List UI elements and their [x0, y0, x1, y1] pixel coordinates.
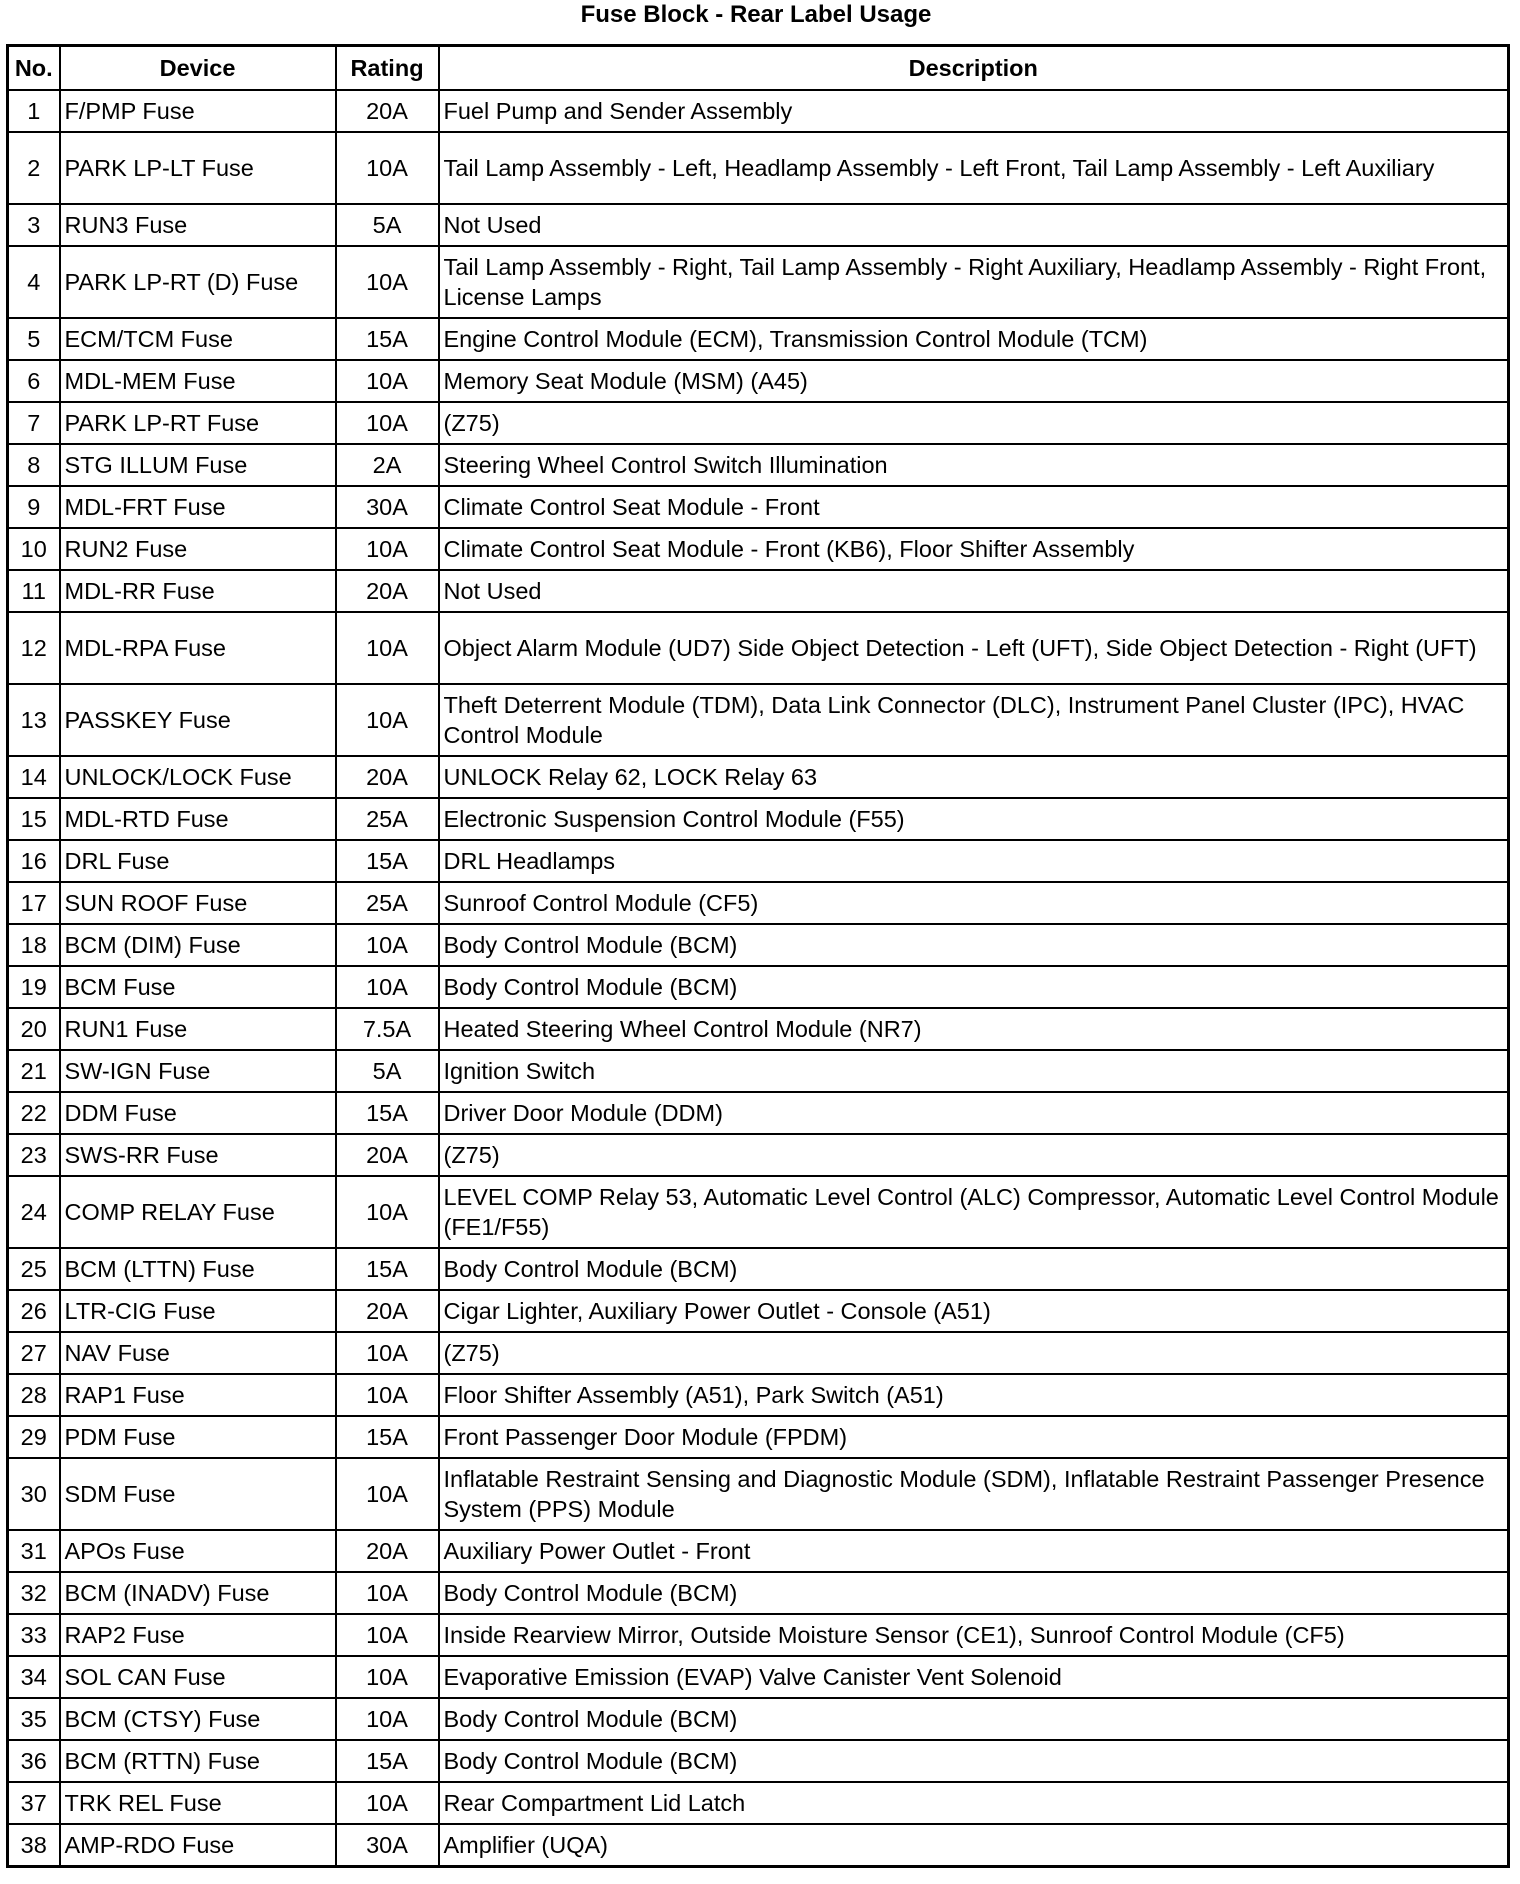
fuse-number: 21	[8, 1050, 60, 1092]
fuse-description: (Z75)	[439, 1134, 1509, 1176]
fuse-device: NAV Fuse	[60, 1332, 336, 1374]
fuse-device: RUN1 Fuse	[60, 1008, 336, 1050]
fuse-rating: 5A	[336, 204, 439, 246]
fuse-rating: 10A	[336, 1656, 439, 1698]
table-row	[8, 318, 1509, 360]
fuse-device: COMP RELAY Fuse	[60, 1176, 336, 1248]
fuse-rating: 20A	[336, 1530, 439, 1572]
fuse-number: 25	[8, 1248, 60, 1290]
fuse-device: BCM (LTTN) Fuse	[60, 1248, 336, 1290]
fuse-device: F/PMP Fuse	[60, 90, 336, 132]
fuse-rating: 10A	[336, 360, 439, 402]
fuse-device: SUN ROOF Fuse	[60, 882, 336, 924]
fuse-description: Rear Compartment Lid Latch	[439, 1782, 1509, 1824]
fuse-description: Inside Rearview Mirror, Outside Moisture Sensor (CE1), Sunroof Control Module (CF5)	[439, 1614, 1509, 1656]
fuse-number: 34	[8, 1656, 60, 1698]
fuse-description: Evaporative Emission (EVAP) Valve Canister Vent Solenoid	[439, 1656, 1509, 1698]
fuse-device: MDL-RPA Fuse	[60, 612, 336, 684]
fuse-description: Body Control Module (BCM)	[439, 966, 1509, 1008]
fuse-rating: 15A	[336, 840, 439, 882]
table-row	[8, 840, 1509, 882]
fuse-rating: 10A	[336, 132, 439, 204]
fuse-number: 28	[8, 1374, 60, 1416]
fuse-rating: 10A	[336, 1176, 439, 1248]
fuse-device: BCM (RTTN) Fuse	[60, 1740, 336, 1782]
fuse-description: Amplifier (UQA)	[439, 1824, 1509, 1867]
fuse-number: 35	[8, 1698, 60, 1740]
fuse-number: 7	[8, 402, 60, 444]
table-row	[8, 204, 1509, 246]
table-row	[8, 1824, 1509, 1867]
fuse-description: Inflatable Restraint Sensing and Diagnostic Module (SDM), Inflatable Restraint Passenger Presence System (PPS) Module	[439, 1458, 1509, 1530]
fuse-number: 17	[8, 882, 60, 924]
table-row	[8, 966, 1509, 1008]
fuse-device: BCM Fuse	[60, 966, 336, 1008]
fuse-description: Body Control Module (BCM)	[439, 1572, 1509, 1614]
column-header-rating: Rating	[336, 46, 439, 91]
table-row	[8, 1656, 1509, 1698]
fuse-description: Sunroof Control Module (CF5)	[439, 882, 1509, 924]
fuse-rating: 15A	[336, 1248, 439, 1290]
fuse-number: 12	[8, 612, 60, 684]
page-title: Fuse Block - Rear Label Usage	[580, 1, 932, 28]
column-header-device: Device	[60, 46, 336, 91]
fuse-number: 6	[8, 360, 60, 402]
fuse-number: 27	[8, 1332, 60, 1374]
fuse-number: 23	[8, 1134, 60, 1176]
fuse-description: Electronic Suspension Control Module (F55)	[439, 798, 1509, 840]
fuse-rating: 30A	[336, 486, 439, 528]
fuse-rating: 10A	[336, 1614, 439, 1656]
fuse-rating: 10A	[336, 1458, 439, 1530]
fuse-rating: 10A	[336, 1374, 439, 1416]
fuse-description: Body Control Module (BCM)	[439, 924, 1509, 966]
fuse-description: (Z75)	[439, 402, 1509, 444]
fuse-description: Floor Shifter Assembly (A51), Park Switch (A51)	[439, 1374, 1509, 1416]
fuse-device: PARK LP-RT (D) Fuse	[60, 246, 336, 318]
table-row	[8, 528, 1509, 570]
fuse-device: RUN2 Fuse	[60, 528, 336, 570]
table-row	[8, 1332, 1509, 1374]
fuse-description: Driver Door Module (DDM)	[439, 1092, 1509, 1134]
fuse-number: 38	[8, 1824, 60, 1867]
table-row	[8, 402, 1509, 444]
table-row	[8, 1092, 1509, 1134]
fuse-number: 3	[8, 204, 60, 246]
table-row	[8, 1176, 1509, 1248]
fuse-device: SDM Fuse	[60, 1458, 336, 1530]
fuse-description: Front Passenger Door Module (FPDM)	[439, 1416, 1509, 1458]
table-row	[8, 1782, 1509, 1824]
fuse-number: 20	[8, 1008, 60, 1050]
table-row	[8, 1416, 1509, 1458]
fuse-device: MDL-RR Fuse	[60, 570, 336, 612]
table-row	[8, 1290, 1509, 1332]
fuse-rating: 10A	[336, 1698, 439, 1740]
table-row	[8, 1572, 1509, 1614]
table-row	[8, 756, 1509, 798]
fuse-number: 16	[8, 840, 60, 882]
fuse-rating: 15A	[336, 1092, 439, 1134]
fuse-device: BCM (CTSY) Fuse	[60, 1698, 336, 1740]
column-header-description: Description	[439, 46, 1509, 91]
fuse-rating: 15A	[336, 1416, 439, 1458]
fuse-device: LTR-CIG Fuse	[60, 1290, 336, 1332]
fuse-number: 24	[8, 1176, 60, 1248]
table-row	[8, 1050, 1509, 1092]
fuse-rating: 10A	[336, 528, 439, 570]
fuse-device: RAP1 Fuse	[60, 1374, 336, 1416]
fuse-device: SWS-RR Fuse	[60, 1134, 336, 1176]
table-row	[8, 1740, 1509, 1782]
fuse-description: Body Control Module (BCM)	[439, 1698, 1509, 1740]
table-row	[8, 486, 1509, 528]
fuse-rating: 10A	[336, 246, 439, 318]
fuse-device: UNLOCK/LOCK Fuse	[60, 756, 336, 798]
fuse-device: RAP2 Fuse	[60, 1614, 336, 1656]
fuse-number: 8	[8, 444, 60, 486]
fuse-device: TRK REL Fuse	[60, 1782, 336, 1824]
fuse-number: 31	[8, 1530, 60, 1572]
fuse-number: 29	[8, 1416, 60, 1458]
fuse-description: DRL Headlamps	[439, 840, 1509, 882]
table-row	[8, 1374, 1509, 1416]
fuse-number: 14	[8, 756, 60, 798]
fuse-number: 2	[8, 132, 60, 204]
table-row	[8, 1458, 1509, 1530]
fuse-number: 18	[8, 924, 60, 966]
fuse-device: PASSKEY Fuse	[60, 684, 336, 756]
fuse-rating: 20A	[336, 756, 439, 798]
fuse-description: Object Alarm Module (UD7) Side Object Detection - Left (UFT), Side Object Detection - Right (UFT)	[439, 612, 1509, 684]
fuse-device: STG ILLUM Fuse	[60, 444, 336, 486]
fuse-description: Tail Lamp Assembly - Right, Tail Lamp Assembly - Right Auxiliary, Headlamp Assembly - Right Front, License Lamps	[439, 246, 1509, 318]
table-row	[8, 882, 1509, 924]
table-row	[8, 1530, 1509, 1572]
fuse-description: Not Used	[439, 570, 1509, 612]
fuse-number: 37	[8, 1782, 60, 1824]
fuse-description: Body Control Module (BCM)	[439, 1740, 1509, 1782]
fuse-description: UNLOCK Relay 62, LOCK Relay 63	[439, 756, 1509, 798]
table-row	[8, 1614, 1509, 1656]
fuse-description: Climate Control Seat Module - Front	[439, 486, 1509, 528]
fuse-device: ECM/TCM Fuse	[60, 318, 336, 360]
table-row	[8, 444, 1509, 486]
fuse-description: Not Used	[439, 204, 1509, 246]
fuse-rating: 25A	[336, 882, 439, 924]
fuse-number: 32	[8, 1572, 60, 1614]
fuse-device: MDL-RTD Fuse	[60, 798, 336, 840]
table-row	[8, 1248, 1509, 1290]
fuse-rating: 30A	[336, 1824, 439, 1867]
fuse-rating: 10A	[336, 402, 439, 444]
fuse-rating: 15A	[336, 318, 439, 360]
fuse-device: RUN3 Fuse	[60, 204, 336, 246]
fuse-device: AMP-RDO Fuse	[60, 1824, 336, 1867]
fuse-number: 11	[8, 570, 60, 612]
fuse-rating: 20A	[336, 1134, 439, 1176]
fuse-rating: 20A	[336, 90, 439, 132]
fuse-rating: 15A	[336, 1740, 439, 1782]
fuse-description: Theft Deterrent Module (TDM), Data Link Connector (DLC), Instrument Panel Cluster (IPC), HVAC Control Module	[439, 684, 1509, 756]
table-row	[8, 1134, 1509, 1176]
table-row	[8, 924, 1509, 966]
table-row	[8, 360, 1509, 402]
fuse-rating: 10A	[336, 1782, 439, 1824]
column-header-no: No.	[8, 46, 60, 91]
fuse-number: 13	[8, 684, 60, 756]
fuse-rating: 10A	[336, 1332, 439, 1374]
fuse-device: DRL Fuse	[60, 840, 336, 882]
fuse-description: Steering Wheel Control Switch Illumination	[439, 444, 1509, 486]
fuse-description: Climate Control Seat Module - Front (KB6), Floor Shifter Assembly	[439, 528, 1509, 570]
table-row	[8, 246, 1509, 318]
fuse-description: Tail Lamp Assembly - Left, Headlamp Assembly - Left Front, Tail Lamp Assembly - Left Auxiliary	[439, 132, 1509, 204]
fuse-device: DDM Fuse	[60, 1092, 336, 1134]
fuse-description: Ignition Switch	[439, 1050, 1509, 1092]
fuse-number: 30	[8, 1458, 60, 1530]
fuse-rating: 20A	[336, 1290, 439, 1332]
fuse-device: PARK LP-LT Fuse	[60, 132, 336, 204]
fuse-number: 36	[8, 1740, 60, 1782]
table-row	[8, 612, 1509, 684]
fuse-device: MDL-FRT Fuse	[60, 486, 336, 528]
fuse-description: (Z75)	[439, 1332, 1509, 1374]
table-row	[8, 1698, 1509, 1740]
table-row	[8, 570, 1509, 612]
fuse-rating: 10A	[336, 1572, 439, 1614]
fuse-description: Heated Steering Wheel Control Module (NR7)	[439, 1008, 1509, 1050]
header-row	[8, 46, 1509, 91]
table-row	[8, 684, 1509, 756]
fuse-device: SW-IGN Fuse	[60, 1050, 336, 1092]
fuse-rating: 5A	[336, 1050, 439, 1092]
fuse-number: 9	[8, 486, 60, 528]
fuse-number: 22	[8, 1092, 60, 1134]
fuse-rating: 7.5A	[336, 1008, 439, 1050]
fuse-description: Body Control Module (BCM)	[439, 1248, 1509, 1290]
fuse-description: Cigar Lighter, Auxiliary Power Outlet - Console (A51)	[439, 1290, 1509, 1332]
table-body	[8, 90, 1509, 1867]
table-row	[8, 90, 1509, 132]
fuse-rating: 10A	[336, 924, 439, 966]
fuse-description: Memory Seat Module (MSM) (A45)	[439, 360, 1509, 402]
fuse-number: 5	[8, 318, 60, 360]
fuse-table	[6, 44, 1510, 1868]
fuse-rating: 20A	[336, 570, 439, 612]
fuse-device: PARK LP-RT Fuse	[60, 402, 336, 444]
table-row	[8, 1008, 1509, 1050]
fuse-number: 10	[8, 528, 60, 570]
fuse-rating: 10A	[336, 966, 439, 1008]
fuse-number: 1	[8, 90, 60, 132]
fuse-device: PDM Fuse	[60, 1416, 336, 1458]
fuse-device: BCM (DIM) Fuse	[60, 924, 336, 966]
fuse-device: BCM (INADV) Fuse	[60, 1572, 336, 1614]
fuse-rating: 10A	[336, 684, 439, 756]
fuse-device: MDL-MEM Fuse	[60, 360, 336, 402]
fuse-number: 4	[8, 246, 60, 318]
fuse-description: LEVEL COMP Relay 53, Automatic Level Control (ALC) Compressor, Automatic Level Control Module (FE1/F55)	[439, 1176, 1509, 1248]
fuse-number: 33	[8, 1614, 60, 1656]
fuse-device: APOs Fuse	[60, 1530, 336, 1572]
fuse-description: Auxiliary Power Outlet - Front	[439, 1530, 1509, 1572]
fuse-number: 15	[8, 798, 60, 840]
table-row	[8, 798, 1509, 840]
fuse-number: 19	[8, 966, 60, 1008]
fuse-device: SOL CAN Fuse	[60, 1656, 336, 1698]
fuse-rating: 25A	[336, 798, 439, 840]
fuse-number: 26	[8, 1290, 60, 1332]
table-row	[8, 132, 1509, 204]
fuse-rating: 2A	[336, 444, 439, 486]
fuse-rating: 10A	[336, 612, 439, 684]
fuse-description: Fuel Pump and Sender Assembly	[439, 90, 1509, 132]
fuse-description: Engine Control Module (ECM), Transmission Control Module (TCM)	[439, 318, 1509, 360]
